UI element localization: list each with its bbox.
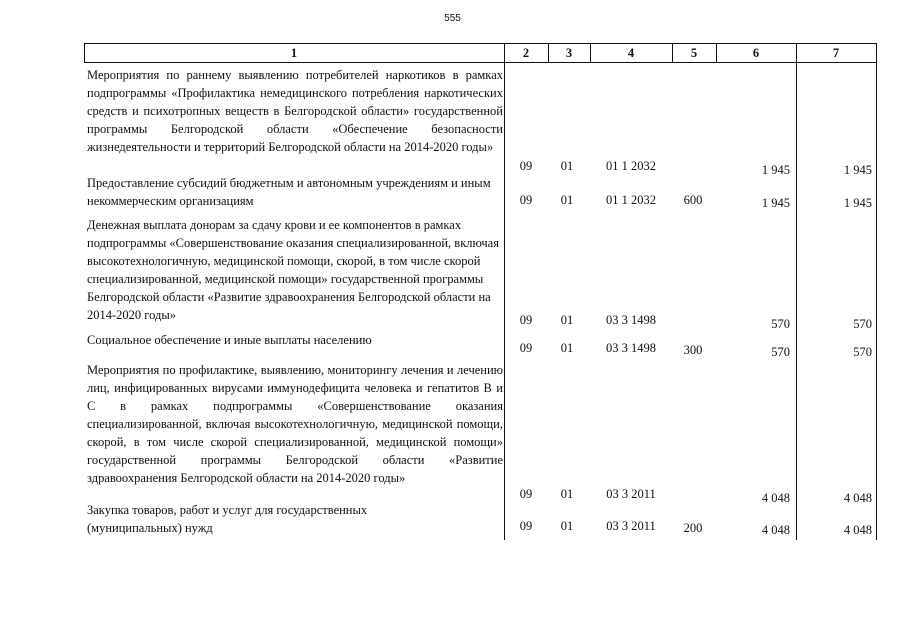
row-amount-col7: 1 945 [843, 163, 872, 177]
column-header-4: 4 [627, 46, 635, 60]
row-amount-col7: 1 945 [843, 196, 872, 210]
page-number: 555 [444, 13, 461, 24]
row-subsection: 01 [560, 313, 574, 327]
row-subsection: 01 [560, 193, 574, 207]
table-right-border [876, 43, 877, 540]
row-section: 09 [519, 519, 533, 533]
row-amount-col6: 570 [771, 345, 790, 359]
row-description: Предоставление субсидий бюджетным и автономным учреждениям и иным некоммерческим организациям [87, 176, 491, 208]
row-target-item: 03 3 1498 [606, 341, 656, 355]
row-subsection: 01 [560, 487, 574, 501]
column-header-5: 5 [690, 46, 698, 60]
row-amount-col7: 4 048 [843, 523, 872, 537]
row-amount-col6: 1 945 [761, 163, 790, 177]
row-amount-col7: 570 [853, 345, 872, 359]
row-description: Закупка товаров, работ и услуг для государственных (муниципальных) нужд [87, 503, 368, 535]
header-bottom-border [84, 62, 877, 63]
row-amount-col6: 4 048 [761, 491, 790, 505]
row-section: 09 [519, 193, 533, 207]
row-target-item: 01 1 2032 [606, 193, 656, 207]
column-divider [504, 43, 505, 540]
row-subsection: 01 [560, 341, 574, 355]
row-subsection: 01 [560, 159, 574, 173]
row-section: 09 [519, 159, 533, 173]
row-target-item: 01 1 2032 [606, 159, 656, 173]
row-description: Социальное обеспечение и иные выплаты населению [87, 333, 372, 347]
row-description: Денежная выплата донорам за сдачу крови и ее компонентов в рамках подпрограммы «Совершенствование оказания специализированной, включая высокотехнологичную, медицинской помощи, скорой, в том числе скорой специализированной, медицинской помощи» государственной программы Белгородской области «Развитие здравоохранения Белгородской области на 2014-2020 годы» [87, 218, 499, 322]
column-divider [796, 43, 797, 540]
table-top-border [84, 43, 877, 44]
row-target-item: 03 3 1498 [606, 313, 656, 327]
row-amount-col6: 570 [771, 317, 790, 331]
row-section: 09 [519, 313, 533, 327]
column-header-3: 3 [565, 46, 573, 60]
row-description: Мероприятия по профилактике, выявлению, мониторингу лечения и лечению лиц, инфицированных вирусами иммунодефицита человека и гепатитов В и С в рамках подпрограммы «Совершенствование оказания специализированной, включая высокотехнологичную, медицинской помощи, скорой, в том числе скорой специализированной, медицинской помощи» государственной программы Белгородской области «Развитие здравоохранения Белгородской области на 2014-2020 годы» [87, 363, 503, 485]
row-amount-col6: 1 945 [761, 196, 790, 210]
row-expense-type: 200 [683, 521, 703, 535]
row-section: 09 [519, 341, 533, 355]
column-header-7: 7 [832, 46, 840, 60]
row-amount-col6: 4 048 [761, 523, 790, 537]
row-expense-type: 300 [683, 343, 703, 357]
row-description: Мероприятия по раннему выявлению потребителей наркотиков в рамках подпрограммы «Профилактика немедицинского потребления наркотических средств и психотропных веществ в Белгородской области» государственной программы Белгородской области «Обеспечение безопасности жизнедеятельности и территорий Белгородской области на 2014-2020 годы» [87, 68, 503, 154]
row-section: 09 [519, 487, 533, 501]
row-expense-type: 600 [683, 193, 703, 207]
column-header-2: 2 [522, 46, 530, 60]
column-header-6: 6 [752, 46, 760, 60]
row-target-item: 03 3 2011 [606, 519, 656, 533]
row-subsection: 01 [560, 519, 574, 533]
column-header-1: 1 [290, 46, 298, 60]
row-amount-col7: 4 048 [843, 491, 872, 505]
row-target-item: 03 3 2011 [606, 487, 656, 501]
row-amount-col7: 570 [853, 317, 872, 331]
